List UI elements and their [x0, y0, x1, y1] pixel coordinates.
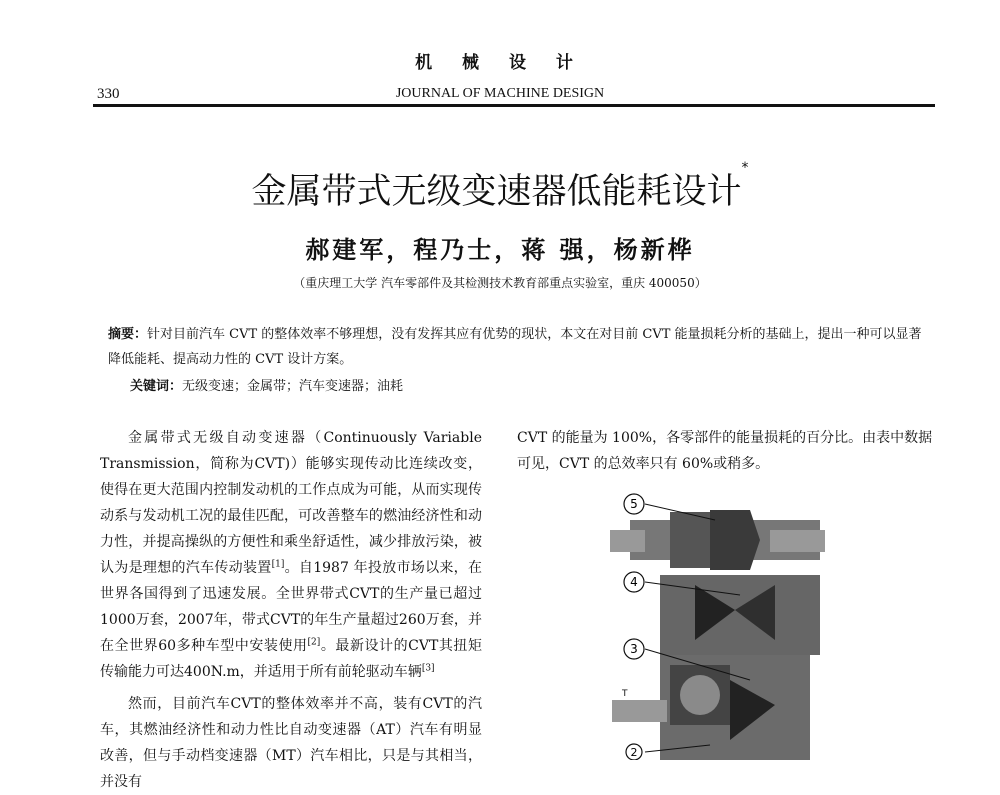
body-paragraph-2: 然而，目前汽车CVT的整体效率并不高，装有CVT的汽车，其燃油经济性和动力性比自动变速器（AT）汽车有明显改善，但与手动档变速器（MT）汽车相比，只是与其相当，并没有: [100, 696, 482, 790]
callout-number: 3: [630, 642, 638, 656]
torque-in-label: T: [622, 689, 628, 699]
affiliation: （重庆理工大学 汽车零部件及其检测技术教育部重点实验室，重庆 400050）: [293, 276, 707, 290]
citation-ref: [1]: [271, 559, 285, 570]
page-number: 330: [97, 86, 120, 102]
body-paragraph-right: CVT 的能量为 100%，各零部件的能量损耗的百分比。由表中数据可见，CVT 的总效率只有 60%或稍多。: [517, 430, 933, 472]
callout-5: [624, 494, 644, 514]
callout-number: 5: [630, 497, 638, 511]
body-paragraph-1: [100, 425, 482, 685]
keywords-label: 关键词：: [130, 379, 183, 394]
figure-drawing: [610, 504, 825, 760]
title-footnote-mark: *: [741, 160, 749, 176]
header-rule: [93, 104, 935, 107]
article-title-text: 金属带式无级变速器低能耗设计: [251, 172, 742, 212]
abstract-text: 针对目前汽车 CVT 的整体效率不够理想，没有发挥其应有优势的现状，本文在对目前 CVT 能量损耗分析的基础上，提出一种可以显著降低能耗、提高动力性的 CVT 设计方案。: [108, 327, 922, 367]
body-text: 。最新设计的CVT其扭矩传输能力可达400N.m，并适用于所有前轮驱动车辆: [100, 638, 482, 680]
abstract-label: 摘要：: [108, 327, 148, 342]
callout-3: [624, 639, 644, 659]
abstract: [108, 322, 928, 372]
body-text: 。自1987 年投放市场以来，在世界各国得到了迅速发展。全世界带式CVT的生产量已超过1000万套，2007年，带式CVT的年生产量超过260万套，并在全世界60多种车型中安装使用: [100, 560, 482, 654]
citation-ref: [2]: [307, 637, 321, 648]
keywords: [130, 375, 403, 394]
body-right-column: [517, 425, 937, 477]
converter-ring: [680, 675, 720, 715]
input-shaft: [612, 700, 667, 722]
article-title: [0, 160, 1000, 214]
keywords-text: 无级变速；金属带；汽车变速器；油耗: [182, 379, 404, 394]
author-list: 郝建军，程乃士，蒋 强，杨新桦: [305, 235, 695, 264]
output-shaft: [770, 530, 825, 552]
journal-title-cn: 机 械 设 计: [415, 53, 585, 73]
body-text: 金属带式无级自动变速器（Continuously Variable Transmission，简称为CVT)）能够实现传动比连续改变，使得在更大范围内控制发动机的工作点成为可能，从而实现传动系与发动机工况的最佳匹配，可改善整车的燃油经济性和动力性，并提高操纵的方便性和乘坐舒适性，减少排放污染，被认为是理想的汽车传动装置: [100, 430, 482, 576]
cvt-cross-section-figure: [600, 490, 832, 760]
citation-ref: [3]: [421, 663, 435, 674]
journal-title-en: JOURNAL OF MACHINE DESIGN: [395, 86, 605, 101]
torque-out-label: T: [622, 521, 628, 531]
planetary-gear: [710, 510, 760, 570]
callout-number: 2: [630, 746, 638, 759]
callout-4: [624, 572, 644, 592]
callout-number: 4: [630, 575, 638, 589]
callout-2: [626, 744, 642, 760]
output-flange: [610, 530, 645, 552]
body-left-column: [100, 425, 482, 795]
